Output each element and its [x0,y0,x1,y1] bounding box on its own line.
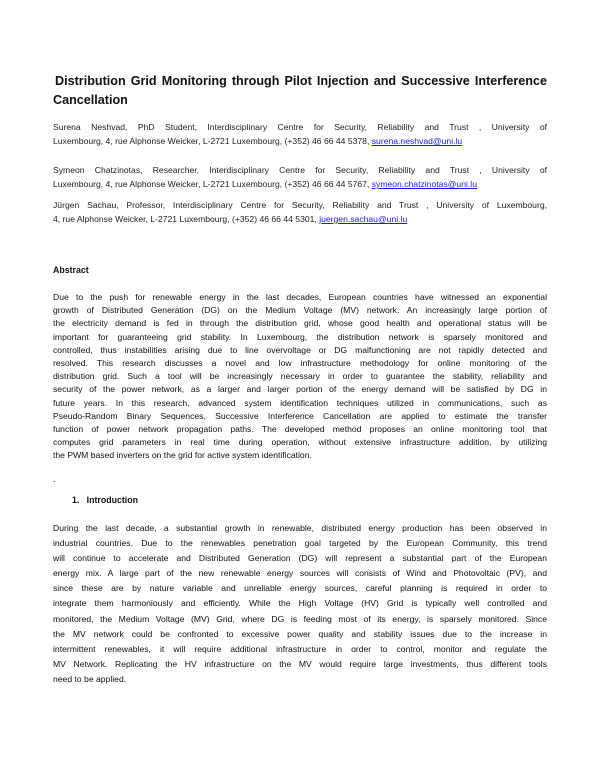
text-line: energy mix. A large part of the new renewable energy sources will consists of Wind and Photovoltaic (PV), and [53,568,547,579]
abstract-heading: Abstract [53,265,89,275]
text-line: resolved. This research discusses a novel and low infrastructure methodology for online monitoring of the [53,358,547,369]
text-line: will continue to accelerate and Distributed Generation (DG) will represent a substantial part of the European [53,553,547,564]
text-line: function of power network propagation paths. The developed method proposes an online monitoring tool that [53,424,547,435]
text-line: Pseudo-Random Binary Sequences, Successive Interference Cancellation are applied to estimate the transfer [53,410,547,421]
paper-title [53,72,547,110]
text-line: During the last decade, a substantial growth in renewable, distributed energy production has been observed in [53,523,547,533]
author-affiliation: Surena Neshvad, PhD Student, Interdisciplinary Centre for Security, Reliability and Trust , University of [53,122,547,132]
text-line: industrial countries. Due to the renewables penetration goal targeted by the European Community, this trend [53,538,547,549]
author-affiliation: Symeon Chatzinotas, Researcher, Interdisciplinary Centre for Security, Reliability and Trust , University of [53,165,547,175]
stray-dot: . [53,474,56,484]
author-email-link[interactable]: surena.neshvad@uni.lu [371,136,463,146]
author-address-text: 4, rue Alphonse Weicker, L-2721 Luxembourg, (+352) 46 66 44 5301, [53,214,320,224]
text-line: the MV network could be confronted to excessive power quality and stability issues due to the increase in [53,628,547,639]
title-line: Distribution Grid Monitoring through Pilot Injection and Successive Interference [55,74,547,88]
text-line: need to be applied. [53,673,127,684]
text-line: controlled, thus instabilities arising due to line overvoltage or DG malfunctioning are not rapidly detected and [53,344,547,355]
author-block [53,120,547,148]
text-line: security of the power network, as a larger and larger portion of the energy demand will be satisfied by DG in [53,384,547,395]
text-line: Due to the push for renewable energy in the last decades, European countries have witnessed an exponential [53,292,547,302]
author-block [53,198,547,226]
introduction-heading: 1. Introduction [72,495,138,505]
author-address [53,177,547,191]
text-line: distribution grid. Such a tool will be increasingly necessary in order to guarantee the stability, reliability and [53,371,547,382]
author-email-link[interactable]: juergen.sachau@uni.lu [319,214,408,224]
text-line: the electricity demand is fed in through the distribution grid, whose good health and operational status will be [53,318,547,329]
author-affiliation: Jürgen Sachau, Professor, Interdisciplinary Centre for Security, Reliability and Trust , University of Luxembourg, [53,200,547,210]
text-line: integrate them harmoniously and efficiently. While the High Voltage (HV) Grid is typically well controlled and [53,598,547,609]
title-line: Cancellation [53,93,128,107]
text-line: since these are by nature variable and unreliable energy sources, careful planning is required in order to [53,583,547,594]
text-line: monitored, the Medium Voltage (MV) Grid, where DG is feeding most of its energy, is sparsely monitored. Since [53,613,547,624]
text-line: the PWM based inverters on the grid for active system identification. [53,450,312,461]
text-line: intermittent renewables, it will require additional infrastructure in order to control, monitor and regulate the [53,643,547,654]
text-line: important for guaranteeing grid stability. In Luxembourg, the distribution network is sparsely monitored and [53,331,547,342]
text-line: future years. In this research, advanced system identification techniques utilized in communications, such as [53,397,547,408]
author-address [53,212,547,226]
introduction-body [53,521,547,687]
author-address [53,134,547,148]
abstract-body [53,291,547,463]
author-block [53,163,547,191]
text-line: growth of Distributed Generation (DG) on the Medium Voltage (MV) network. An increasingly large portion of [53,305,547,316]
author-email-link[interactable]: symeon.chatzinotas@uni.lu [371,179,477,189]
author-address-text: Luxembourg, 4, rue Alphonse Weicker, L-2721 Luxembourg, (+352) 46 66 44 5378, [53,136,372,146]
author-address-text: Luxembourg, 4, rue Alphonse Weicker, L-2721 Luxembourg, (+352) 46 66 44 5767, [53,179,372,189]
text-line: MV Network. Replicating the HV infrastructure on the MV would require large investments, thus different tools [53,658,547,669]
text-line: computes grid parameters in real time during operation, without extensive infrastructure addition, by utilizing [53,437,547,448]
